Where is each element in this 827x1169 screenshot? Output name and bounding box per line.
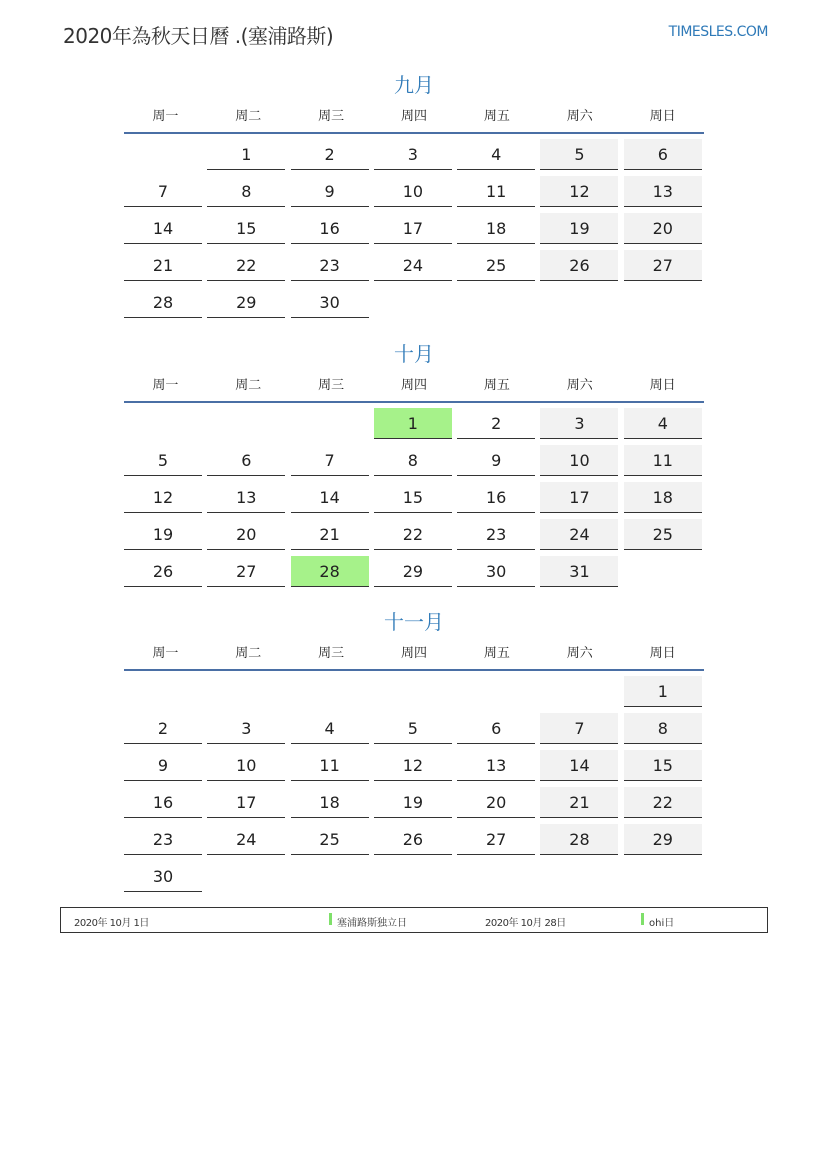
page-title: 2020年為秋天日曆 .(塞浦路斯) xyxy=(63,24,334,48)
empty-cell xyxy=(124,408,202,438)
weekday-wed: 周三 xyxy=(318,378,345,393)
day-cell: 29 xyxy=(207,287,285,318)
day-cell: 27 xyxy=(457,824,535,855)
day-cell: 7 xyxy=(124,176,202,207)
day-cell: 31 xyxy=(540,556,618,587)
day-cell: 4 xyxy=(291,713,369,744)
empty-cell xyxy=(207,676,285,706)
day-cell: 22 xyxy=(374,519,452,550)
day-cell: 17 xyxy=(374,213,452,244)
day-cell: 22 xyxy=(624,787,702,818)
weekday-thu: 周四 xyxy=(401,109,428,124)
day-cell: 9 xyxy=(124,750,202,781)
day-cell: 8 xyxy=(207,176,285,207)
weekday-wed: 周三 xyxy=(318,109,345,124)
empty-cell xyxy=(124,139,202,169)
day-cell: 18 xyxy=(291,787,369,818)
day-cell: 11 xyxy=(624,445,702,476)
day-cell: 7 xyxy=(540,713,618,744)
day-cell: 25 xyxy=(457,250,535,281)
day-cell: 6 xyxy=(624,139,702,170)
weekday-mon: 周一 xyxy=(152,378,179,393)
day-cell: 19 xyxy=(374,787,452,818)
day-grid xyxy=(124,139,704,318)
legend-date: 2020年 10月 1日 xyxy=(74,918,149,929)
empty-cell xyxy=(457,676,535,706)
day-cell: 2 xyxy=(124,713,202,744)
day-cell: 14 xyxy=(540,750,618,781)
day-cell: 20 xyxy=(624,213,702,244)
day-cell: 21 xyxy=(291,519,369,550)
empty-cell xyxy=(124,676,202,706)
holiday-legend xyxy=(60,907,768,933)
day-cell: 9 xyxy=(457,445,535,476)
weekday-header xyxy=(124,371,704,403)
day-cell: 4 xyxy=(457,139,535,170)
day-cell: 15 xyxy=(374,482,452,513)
day-cell: 26 xyxy=(540,250,618,281)
day-cell: 23 xyxy=(291,250,369,281)
weekday-header xyxy=(124,102,704,134)
day-cell: 11 xyxy=(291,750,369,781)
weekday-tue: 周二 xyxy=(235,646,262,661)
day-cell: 3 xyxy=(207,713,285,744)
day-cell: 16 xyxy=(124,787,202,818)
day-cell: 22 xyxy=(207,250,285,281)
day-cell: 5 xyxy=(540,139,618,170)
month-title: 十月 xyxy=(394,342,434,366)
day-cell: 23 xyxy=(124,824,202,855)
day-cell: 8 xyxy=(624,713,702,744)
day-cell: 17 xyxy=(540,482,618,513)
day-cell: 7 xyxy=(291,445,369,476)
weekday-sun: 周日 xyxy=(649,109,676,124)
day-cell: 16 xyxy=(291,213,369,244)
day-cell: 27 xyxy=(624,250,702,281)
weekday-sun: 周日 xyxy=(649,646,676,661)
day-cell: 24 xyxy=(374,250,452,281)
empty-cell xyxy=(374,676,452,706)
weekday-fri: 周五 xyxy=(483,378,510,393)
day-cell: 29 xyxy=(624,824,702,855)
weekday-sat: 周六 xyxy=(566,378,593,393)
day-cell: 16 xyxy=(457,482,535,513)
day-cell: 29 xyxy=(374,556,452,587)
weekday-fri: 周五 xyxy=(483,109,510,124)
day-cell: 9 xyxy=(291,176,369,207)
day-cell: 21 xyxy=(540,787,618,818)
weekday-thu: 周四 xyxy=(401,646,428,661)
day-cell: 6 xyxy=(207,445,285,476)
day-cell: 30 xyxy=(124,861,202,892)
day-cell: 11 xyxy=(457,176,535,207)
day-cell: 27 xyxy=(207,556,285,587)
day-cell: 20 xyxy=(457,787,535,818)
month-title: 九月 xyxy=(394,73,434,97)
day-cell: 13 xyxy=(207,482,285,513)
day-cell: 28 xyxy=(291,556,369,587)
day-cell: 5 xyxy=(374,713,452,744)
day-cell: 2 xyxy=(457,408,535,439)
weekday-sat: 周六 xyxy=(566,646,593,661)
day-cell: 26 xyxy=(124,556,202,587)
day-cell: 1 xyxy=(207,139,285,170)
day-cell: 12 xyxy=(374,750,452,781)
weekday-mon: 周一 xyxy=(152,646,179,661)
day-cell: 12 xyxy=(540,176,618,207)
day-cell: 10 xyxy=(540,445,618,476)
day-cell: 17 xyxy=(207,787,285,818)
month-title: 十一月 xyxy=(384,610,444,634)
weekday-tue: 周二 xyxy=(235,378,262,393)
weekday-fri: 周五 xyxy=(483,646,510,661)
day-cell: 24 xyxy=(540,519,618,550)
day-cell: 3 xyxy=(374,139,452,170)
day-cell: 4 xyxy=(624,408,702,439)
day-cell: 21 xyxy=(124,250,202,281)
day-cell: 14 xyxy=(124,213,202,244)
day-cell: 28 xyxy=(124,287,202,318)
day-cell: 19 xyxy=(124,519,202,550)
weekday-tue: 周二 xyxy=(235,109,262,124)
day-cell: 24 xyxy=(207,824,285,855)
day-grid xyxy=(124,676,704,892)
day-cell: 26 xyxy=(374,824,452,855)
day-cell: 3 xyxy=(540,408,618,439)
day-cell: 28 xyxy=(540,824,618,855)
weekday-thu: 周四 xyxy=(401,378,428,393)
day-cell: 15 xyxy=(207,213,285,244)
weekday-sat: 周六 xyxy=(566,109,593,124)
day-cell: 2 xyxy=(291,139,369,170)
empty-cell xyxy=(291,408,369,438)
weekday-sun: 周日 xyxy=(649,378,676,393)
empty-cell xyxy=(291,676,369,706)
day-cell: 5 xyxy=(124,445,202,476)
day-cell: 25 xyxy=(624,519,702,550)
weekday-wed: 周三 xyxy=(318,646,345,661)
day-cell: 30 xyxy=(457,556,535,587)
day-cell: 12 xyxy=(124,482,202,513)
day-cell: 10 xyxy=(207,750,285,781)
site-link[interactable]: TIMESLES.COM xyxy=(668,24,768,40)
day-cell: 18 xyxy=(457,213,535,244)
day-cell: 8 xyxy=(374,445,452,476)
empty-cell xyxy=(207,408,285,438)
day-cell: 1 xyxy=(374,408,452,439)
legend-date: 2020年 10月 28日 xyxy=(485,918,566,929)
day-cell: 6 xyxy=(457,713,535,744)
day-cell: 13 xyxy=(457,750,535,781)
day-cell: 30 xyxy=(291,287,369,318)
day-cell: 25 xyxy=(291,824,369,855)
day-cell: 19 xyxy=(540,213,618,244)
day-cell: 23 xyxy=(457,519,535,550)
weekday-mon: 周一 xyxy=(152,109,179,124)
day-cell: 18 xyxy=(624,482,702,513)
month-september xyxy=(124,68,704,318)
weekday-header xyxy=(124,639,704,671)
day-cell: 20 xyxy=(207,519,285,550)
day-cell: 13 xyxy=(624,176,702,207)
day-cell: 15 xyxy=(624,750,702,781)
empty-cell xyxy=(540,676,618,706)
month-october xyxy=(124,337,704,587)
legend-holiday-name: 塞浦路斯独立日 xyxy=(329,914,407,929)
day-cell: 14 xyxy=(291,482,369,513)
month-november xyxy=(124,605,704,892)
day-cell: 10 xyxy=(374,176,452,207)
day-cell: 1 xyxy=(624,676,702,707)
day-grid xyxy=(124,408,704,587)
legend-holiday-name: ohi日 xyxy=(641,914,674,929)
